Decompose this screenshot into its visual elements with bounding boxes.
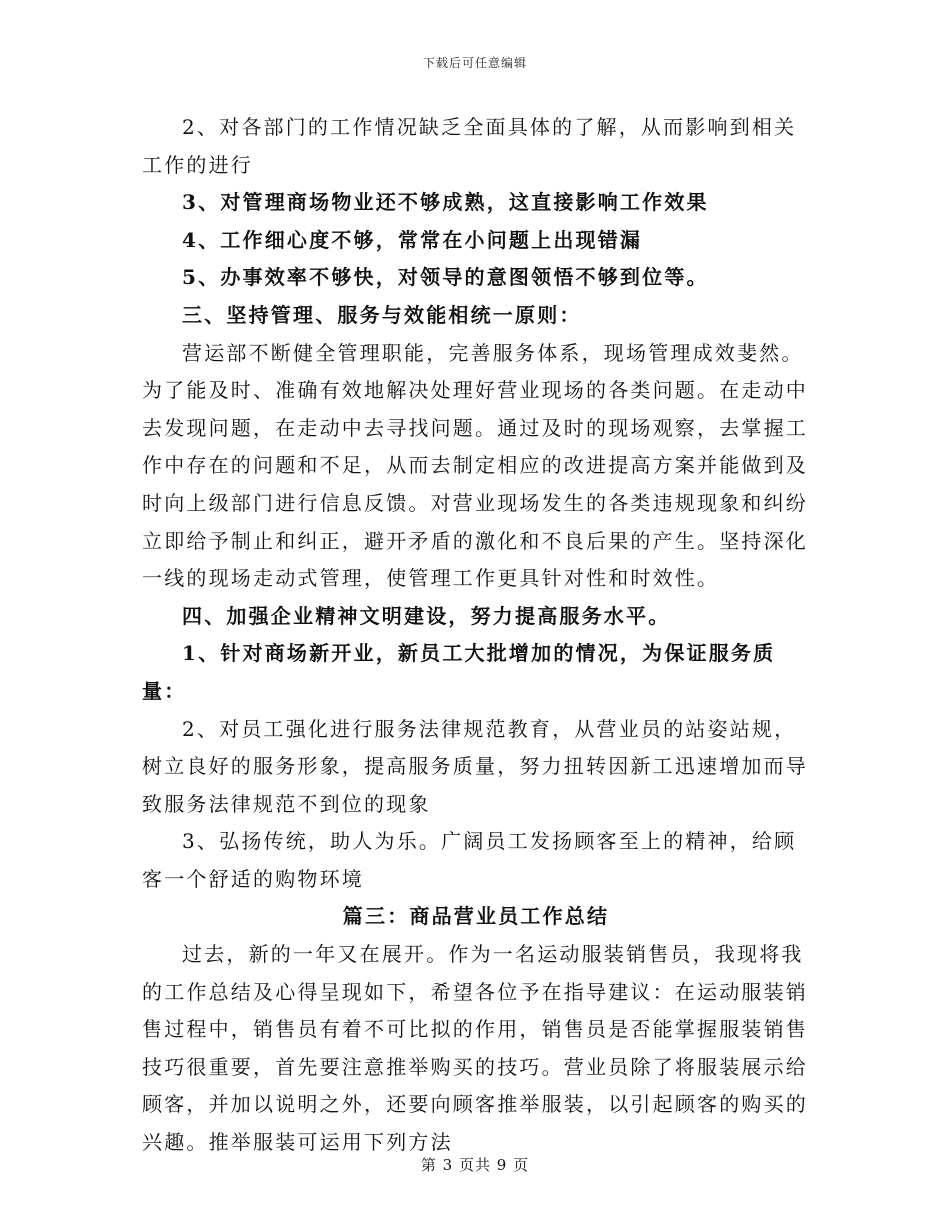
- header-note: 下载后可任意编辑: [422, 56, 527, 70]
- paragraph-operations: 营运部不断健全管理职能，完善服务体系，现场管理成效斐然。为了能及时、准确有效地解决处理好营业现场的各类问题。在走动中去发现问题，在走动中去寻找问题。通过及时的现场观察，去掌握工作中存在的问题和不足，从而去制定相应的改进提高方案并能做到及时向上级部门进行信息反馈。对营业现场发生的各类违规现象和纠纷立即给予制止和纠正，避开矛盾的激化和不良后果的产生。坚持深化一线的现场走动式管理，使管理工作更具针对性和时效性。: [142, 340, 808, 591]
- paragraph-item-2-training: 2、对员工强化进行服务法律规范教育，从营业员的站姿站规，树立良好的服务形象，提高服务质量，努力扭转因新工迅速增加而导致服务法律规范不到位的现象: [142, 716, 808, 816]
- section-heading-3: 三、坚持管理、服务与效能相统一原则：: [182, 302, 582, 327]
- paragraph-item-3: 3、对管理商场物业还不够成熟，这直接影响工作效果: [182, 190, 709, 215]
- paragraph-item-2: 2、对各部门的工作情况缺乏全面具体的了解，从而影响到相关工作的进行: [142, 115, 797, 177]
- page-number: 第 3 页共 9 页: [420, 1156, 530, 1174]
- chapter-title: 篇三：商品营业员工作总结: [342, 904, 610, 929]
- paragraph-item-1-new-store: 1、针对商场新开业，新员工大批增加的情况，为保证服务质量：: [142, 641, 776, 703]
- paragraph-item-3-tradition: 3、弘扬传统，助人为乐。广阔员工发扬顾客至上的精神，给顾客一个舒适的购物环境: [142, 829, 797, 891]
- document-body: [142, 109, 810, 1162]
- paragraph-summary: 过去，新的一年又在展开。作为一名运动服装销售员，我现将我的工作总结及心得呈现如下，希望各位予在指导建议：在运动服装销售过程中，销售员有着不可比拟的作用，销售员是否能掌握服装销售技巧很重要，首先要注意推举购买的技巧。营业员除了将服装展示给顾客，并加以说明之外，还要向顾客推举服装，以引起顾客的购买的兴趣。推举服装可运用下列方法: [142, 942, 808, 1155]
- paragraph-item-4: 4、工作细心度不够，常常在小问题上出现错漏: [182, 227, 643, 252]
- section-heading-4: 四、加强企业精神文明建设，努力提高服务水平。: [182, 603, 671, 628]
- paragraph-item-5: 5、办事效率不够快，对领导的意图领悟不够到位等。: [182, 265, 709, 290]
